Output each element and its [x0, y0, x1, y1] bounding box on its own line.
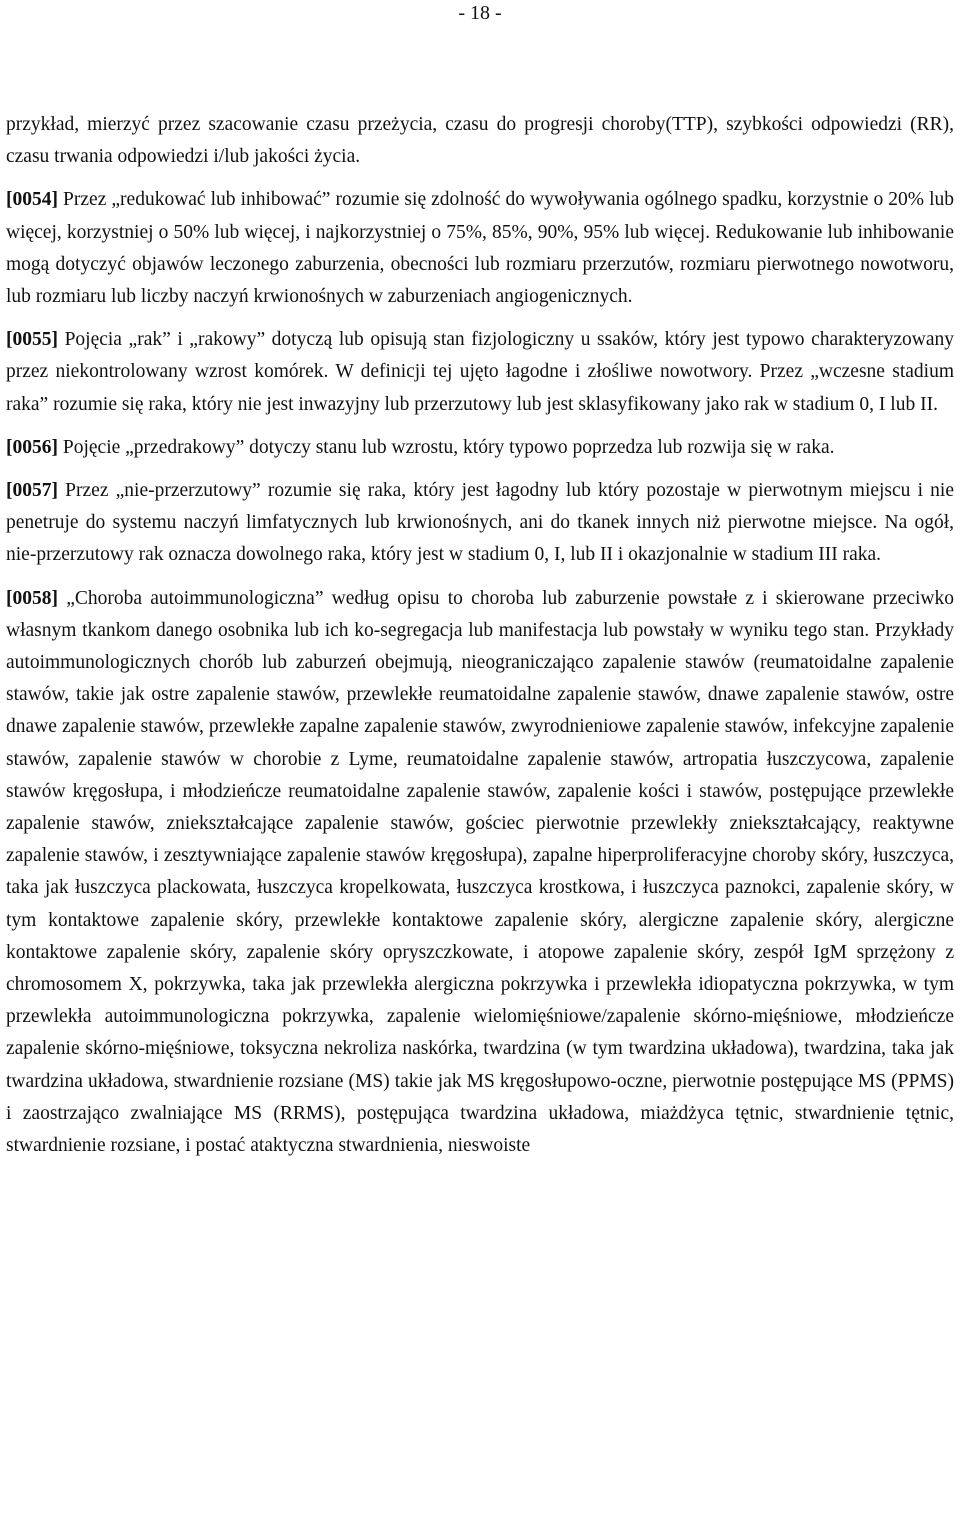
paragraph-number: [0058] — [6, 587, 58, 609]
paragraph-text: przykład, mierzyć przez szacowanie czasu przeżycia, czasu do progresji choroby(TTP), szybkości odpowiedzi (RR), czasu trwania odpowiedzi i/lub jakości życia. — [6, 114, 954, 168]
paragraph-text: Przez „nie-przerzutowy” rozumie się raka, który jest łagodny lub który pozostaje w pierwotnym miejscu i nie penetruje do systemu naczyń limfatycznych lub krwionośnych, ani do tkanek innych niż pierwotne miejsce. Na ogół, nie-przerzutowy rak oznacza dowolnego raka, który jest w stadium 0, I, lub II i okazjonalnie w stadium III raka. — [6, 480, 954, 566]
paragraph-number: [0055] — [6, 329, 58, 351]
paragraph-0056 — [6, 432, 954, 464]
page-number: - 18 - — [458, 2, 502, 24]
paragraph-number: [0054] — [6, 189, 58, 211]
paragraph-text: Pojęcie „przedrakowy” dotyczy stanu lub wzrostu, który typowo poprzedza lub rozwija się w raka. — [58, 436, 835, 458]
paragraph-0058 — [6, 583, 954, 1163]
paragraph-number: [0056] — [6, 436, 58, 458]
paragraph-0055 — [6, 324, 954, 421]
paragraph-text: Pojęcia „rak” i „rakowy” dotyczą lub opisują stan fizjologiczny u ssaków, który jest typowo charakteryzowany przez niekontrolowany wzrost komórek. W definicji tej ujęto łagodne i złośliwe nowotwory. Przez „wczesne stadium raka” rozumie się raka, który nie jest inwazyjny lub przerzutowy lub jest sklasyfikowany jako rak w stadium 0, I lub II. — [6, 329, 954, 415]
document-page — [6, 0, 954, 1162]
paragraph-text: „Choroba autoimmunologiczna” według opisu to choroba lub zaburzenie powstałe z i skierowane przeciwko własnym tkankom danego osobnika lub ich ko-segregacja lub manifestacja lub powstały w wyniku tego stan. Przykłady autoimmunologicznych chorób lub zaburzeń obejmują, nieograniczająco zapalenie stawów (reumatoidalne zapalenie stawów, takie jak ostre zapalenie stawów, przewlekłe reumatoidalne zapalenie stawów, dnawe zapalenie stawów, ostre dnawe zapalenie stawów, przewlekłe zapalne zapalenie stawów, zwyrodnieniowe zapalenie stawów, infekcyjne zapalenie stawów, zapalenie stawów w chorobie z Lyme, reumatoidalne zapalenie stawów, artropatia łuszczycowa, zapalenie stawów kręgosłupa, i młodzieńcze reumatoidalne zapalenie stawów, zapalenie kości i stawów, postępujące przewlekłe zapalenie stawów, zniekształcające zapalenie stawów, gościec pierwotnie przewlekły zniekształcający, reaktywne zapalenie stawów, i zesztywniające zapalenie stawów kręgosłupa), zapalne hiperproliferacyjne choroby skóry, łuszczyca, taka jak łuszczyca plackowata, łuszczyca kropelkowata, łuszczyca krostkowa, i łuszczyca paznokci, zapalenie skóry, w tym kontaktowe zapalenie skóry, przewlekłe kontaktowe zapalenie skóry, alergiczne zapalenie skóry, alergiczne kontaktowe zapalenie skóry, zapalenie skóry opryszczkowate, i atopowe zapalenie skóry, zespół IgM sprzężony z chromosomem X, pokrzywka, taka jak przewlekła alergiczna pokrzywka i przewlekła idiopatyczna pokrzywka, w tym przewlekła autoimmunologiczna pokrzywka, zapalenie wielomięśniowe/zapalenie skórno-mięśniowe, młodzieńcze zapalenie skórno-mięśniowe, toksyczna nekroliza naskórka, twardzina (w tym twardzina układowa), twardzina, taka jak twardzina układowa, stwardnienie rozsiane (MS) takie jak MS kręgosłupowo-oczne, pierwotnie postępujące MS (PPMS) i zaostrzająco zwalniające MS (RRMS), postępująca twardzina układowa, miażdżyca tętnic, stwardnienie tętnic, stwardnienie rozsiane, i postać ataktyczna stwardnienia, nieswoiste — [6, 587, 954, 1157]
paragraph-number: [0057] — [6, 480, 58, 502]
paragraph-0057 — [6, 475, 954, 572]
paragraph-0054 — [6, 184, 954, 313]
paragraph-text: Przez „redukować lub inhibować” rozumie się zdolność do wywoływania ogólnego spadku, korzystnie o 20% lub więcej, korzystniej o 50% lub więcej, i najkorzystniej o 75%, 85%, 90%, 95% lub więcej. Redukowanie lub inhibowanie mogą dotyczyć objawów leczonego zaburzenia, obecności lub rozmiaru przerzutów, rozmiaru pierwotnego nowotworu, lub rozmiaru lub liczby naczyń krwionośnych w zaburzeniach angiogenicznych. — [6, 189, 954, 308]
paragraph-continuation — [6, 109, 954, 173]
